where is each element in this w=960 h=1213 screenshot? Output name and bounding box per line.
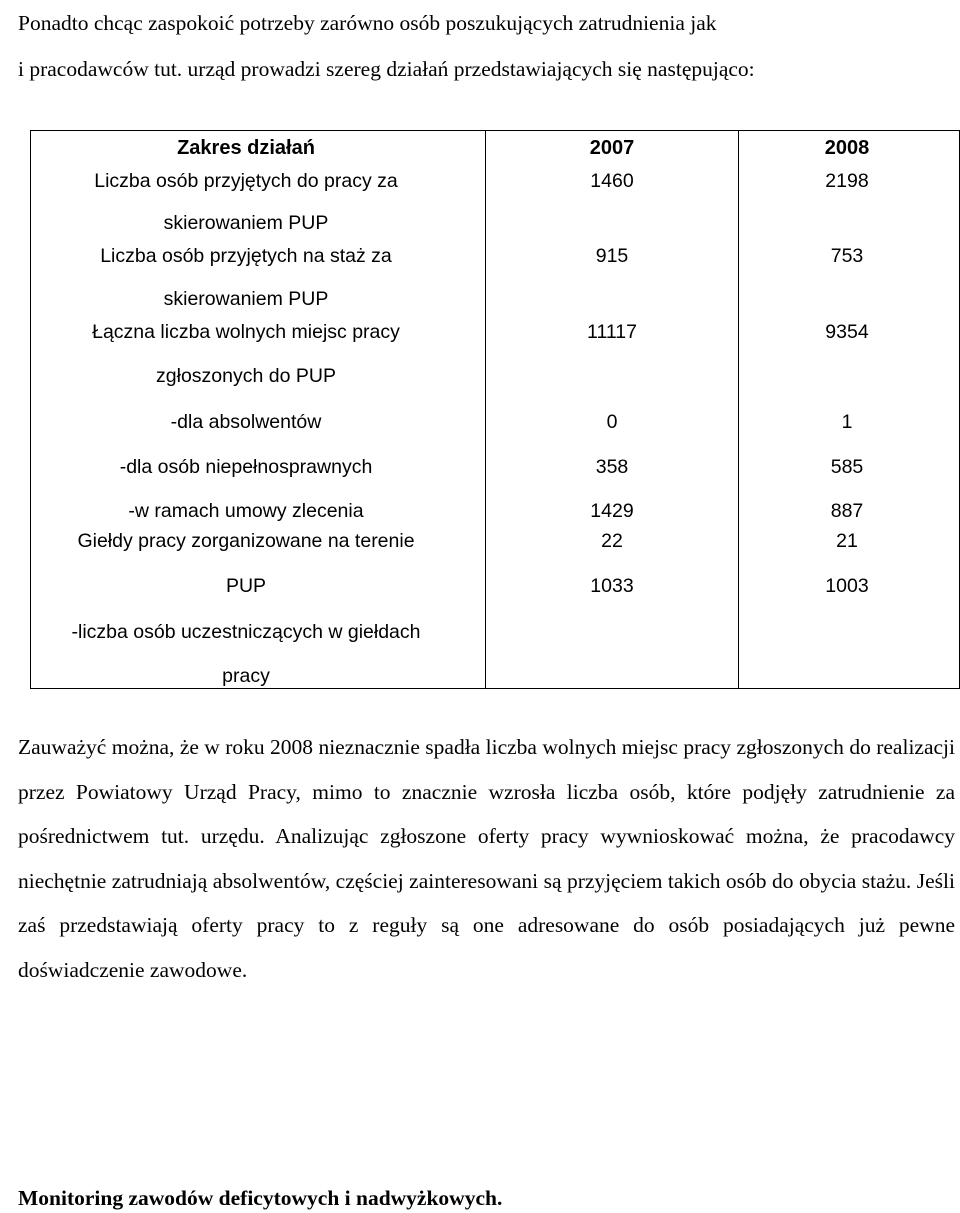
row4-value-2008-fairs: 21: [836, 530, 858, 552]
header-year-2008: 2008: [824, 137, 870, 159]
section-heading: Monitoring zawodów deficytowych i nadwyżkowych.: [18, 1186, 503, 1210]
row4-value-2007-fairs: 22: [601, 530, 623, 552]
row3-label-line4: -dla osób niepełnosprawnych: [119, 456, 373, 478]
row3-value-2007-disabled: 358: [595, 456, 629, 478]
analysis-paragraph: Zauważyć można, że w roku 2008 nieznacznie spadła liczba wolnych miejsc pracy zgłoszonych do realizacji przez Powiatowy Urząd Pracy, mimo to znacznie wzrosła liczba osób, które podjęły zatrudnienie za pośrednictwem tut. urzędu. Analizując zgłoszone oferty pracy wywnioskować można, że pracodawcy niechętnie zatrudniają absolwentów, częściej zainteresowani są przyjęciem takich osób do obycia stażu. Jeśli zaś przedstawiają oferty pracy to z reguły są one adresowane do osób posiadających już pewne doświadczenie zawodowe.: [18, 735, 955, 982]
row2-label-line1: Liczba osób przyjętych na staż za: [100, 245, 392, 267]
row2-value-2008: 753: [830, 245, 864, 267]
row4-value-2008-participants: 1003: [825, 575, 869, 597]
row3-value-2008-disabled: 585: [830, 456, 864, 478]
column-divider: [485, 131, 486, 688]
row2-label-line2: skierowaniem PUP: [163, 288, 329, 310]
header-scope: Zakres działań: [177, 137, 315, 159]
row3-value-2007-graduates: 0: [606, 411, 618, 433]
row4-label-line1: Giełdy pracy zorganizowane na terenie: [77, 530, 415, 552]
row3-label-line3: -dla absolwentów: [170, 411, 322, 433]
row3-value-2008-graduates: 1: [841, 411, 853, 433]
row3-value-2007-contract: 1429: [590, 500, 634, 522]
activities-table: [30, 130, 960, 689]
row1-label-line1: Liczba osób przyjętych do pracy za: [94, 170, 398, 192]
row4-label-line3: -liczba osób uczestniczących w giełdach: [71, 621, 421, 643]
row4-value-2007-participants: 1033: [590, 575, 634, 597]
row2-value-2007: 915: [595, 245, 629, 267]
intro-line-1: Ponadto chcąc zaspokoić potrzeby zarówno osób poszukujących zatrudnienia jak: [18, 11, 717, 35]
row4-label-line4: pracy: [222, 665, 270, 687]
row1-value-2007: 1460: [590, 170, 634, 192]
row4-label-line2: PUP: [225, 575, 267, 597]
row3-value-2008-total: 9354: [825, 321, 869, 343]
column-divider: [738, 131, 739, 688]
row3-value-2008-contract: 887: [830, 500, 864, 522]
row3-value-2007-total: 11117: [587, 321, 637, 343]
row3-label-line2: zgłoszonych do PUP: [156, 365, 336, 387]
intro-paragraph: [18, 0, 955, 92]
row3-label-line5: -w ramach umowy zlecenia: [128, 500, 364, 522]
row1-value-2008: 2198: [825, 170, 869, 192]
row1-label-line2: skierowaniem PUP: [163, 212, 329, 234]
header-year-2007: 2007: [589, 137, 635, 159]
intro-line-2: i pracodawców tut. urząd prowadzi szereg działań przedstawiających się następująco:: [18, 57, 755, 81]
row3-label-line1: Łączna liczba wolnych miejsc pracy: [92, 321, 400, 343]
